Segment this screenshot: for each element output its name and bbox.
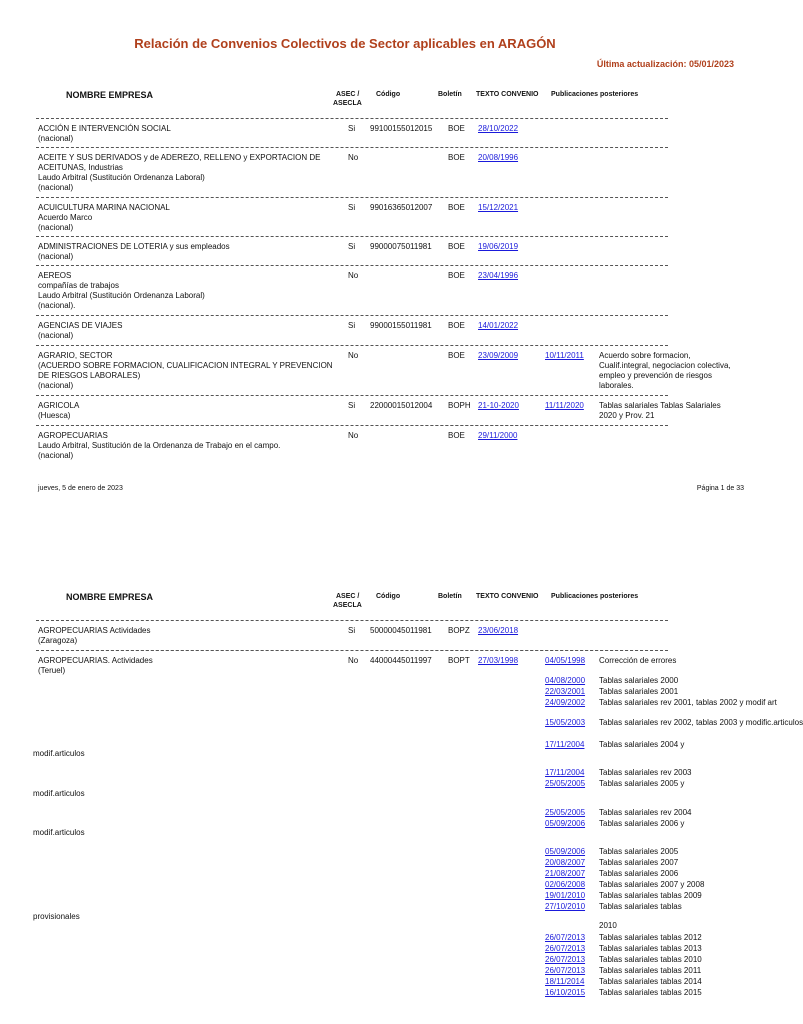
publicacion-desc: Tablas salariales tablas 2012 [599,933,702,942]
empresa-detail: Laudo Arbitral, Sustitución de la Ordenanza de Trabajo en el campo. [38,441,281,450]
publicacion-desc: Tablas salariales 2000 [599,676,679,685]
boletin-value: BOPT [448,656,470,665]
codigo-value: 99000075011981 [370,242,432,251]
publicacion-desc: Tablas salariales 2001 [599,687,679,696]
col-header-codigo: Código [376,91,401,98]
footer-page: Página 1 de 33 [696,485,744,492]
publicacion-link[interactable]: 20/08/2007 [545,858,586,867]
publicacion-link[interactable]: 02/06/2008 [545,880,586,889]
asec-value: No [348,153,359,162]
publicacion-link[interactable]: 25/05/2005 [545,808,586,817]
empresa-detail: (ACUERDO SOBRE FORMACION, CUALIFICACION INTEGRAL Y PREVENCION DE RIESGOS LABORALES) [38,361,333,380]
codigo-value: 99016365012007 [370,203,433,212]
boletin-value: BOE [448,203,465,212]
empresa-title: AGENCIAS DE VIAJES [38,321,123,330]
texto-convenio-link[interactable]: 23/09/2009 [478,351,519,360]
publicacion-link[interactable]: 05/09/2006 [545,819,586,828]
publicacion-link[interactable]: 26/07/2013 [545,944,586,953]
empresa-detail: (nacional) [38,451,74,460]
col-header-boletin: Boletín [438,593,462,600]
asec-value: No [348,271,359,280]
empresa-title: AGRICOLA [38,401,80,410]
publicacion-desc: Tablas salariales tablas 2010 [599,955,702,964]
asec-value: Si [348,203,356,212]
publicacion-link[interactable]: 18/11/2014 [545,977,585,986]
publicacion-desc: Tablas salariales tablas 2011 [599,966,702,975]
empresa-title: ADMINISTRACIONES DE LOTERIA y sus empleados [38,242,230,251]
col-header-texto: TEXTO CONVENIO [476,593,539,600]
wrapped-text-fragment: modif.articulos [33,828,85,837]
texto-convenio-link[interactable]: 19/06/2019 [478,242,519,251]
empresa-name [38,431,343,461]
empresa-name [38,271,343,311]
codigo-value: 22000015012004 [370,401,433,410]
row-separator [36,147,668,148]
publicacion-link[interactable]: 04/08/2000 [545,676,586,685]
publicacion-link[interactable]: 15/05/2003 [545,718,586,727]
empresa-detail: (nacional) [38,381,74,390]
asec-value: Si [348,124,356,133]
empresa-detail: (nacional) [38,252,74,261]
empresa-name [38,242,343,262]
row-separator [36,315,668,316]
col-header-asecla: ASECLA [333,602,362,609]
publicacion-link[interactable]: 21/08/2007 [545,869,586,878]
boletin-value: BOPZ [448,626,470,635]
codigo-value: 44000445011997 [370,656,432,665]
col-header-asecla: ASECLA [333,100,362,107]
empresa-name [38,626,343,646]
publicacion-link[interactable]: 26/07/2013 [545,966,586,975]
publicacion-desc: Tablas salariales rev 2003 [599,768,692,777]
empresa-title: ACEITE Y SUS DERIVADOS y de ADEREZO, RELLENO y EXPORTACION DE ACEITUNAS, Industrias [38,153,321,172]
publicacion-desc: Tablas salariales tablas 2014 [599,977,702,986]
col-header-asec: ASEC / [336,593,360,600]
empresa-detail: compañías de trabajos [38,281,119,290]
publicacion-link[interactable]: 27/10/2010 [545,902,586,911]
empresa-title: AEREOS [38,271,72,280]
wrapped-text-fragment: modif.articulos [33,749,85,758]
col-header-codigo: Código [376,593,401,600]
asec-value: No [348,351,359,360]
boletin-value: BOE [448,271,465,280]
publicacion-link[interactable]: 24/09/2002 [545,698,586,707]
empresa-title: AGROPECUARIAS [38,431,108,440]
texto-convenio-link[interactable]: 28/10/2022 [478,124,519,133]
publicacion-desc: Tablas salariales 2005 y [599,779,685,788]
publicacion-desc: Corrección de errores [599,656,677,665]
wrapped-text-fragment: provisionales [33,912,80,921]
codigo-value: 99000155011981 [370,321,432,330]
document-title: Relación de Convenios Colectivos de Sector aplicables en ARAGÓN [134,36,556,51]
empresa-detail: (Huesca) [38,411,71,420]
empresa-title: ACUICULTURA MARINA NACIONAL [38,203,170,212]
texto-convenio-link[interactable]: 15/12/2021 [478,203,519,212]
publicacion-desc: Tablas salariales tablas 2009 [599,891,702,900]
empresa-name [38,656,343,676]
row-separator [36,620,668,621]
texto-convenio-link[interactable]: 23/06/2018 [478,626,519,635]
boletin-value: BOE [448,124,465,133]
col-header-nombre: NOMBRE EMPRESA [66,90,154,100]
empresa-detail: (nacional) [38,331,74,340]
empresa-detail: Laudo Arbitral (Sustitución Ordenanza Laboral) [38,291,205,300]
publicacion-desc: Tablas salariales 2006 y [599,819,685,828]
publicacion-link[interactable]: 17/11/2004 [545,768,585,777]
asec-value: Si [348,321,356,330]
empresa-name [38,203,343,233]
texto-convenio-link[interactable]: 29/11/2000 [478,431,518,440]
empresa-name [38,321,343,341]
row-separator [36,118,668,119]
empresa-detail: Laudo Arbitral (Sustitución Ordenanza Laboral) [38,173,205,182]
col-header-boletin: Boletín [438,91,462,98]
empresa-detail: (nacional) [38,134,74,143]
col-header-publicaciones: Publicaciones posteriores [551,593,639,600]
publicacion-desc: Tablas salariales rev 2004 [599,808,692,817]
asec-value: Si [348,401,356,410]
asec-value: No [348,656,359,665]
boletin-value: BOE [448,321,465,330]
publicacion-link[interactable]: 25/05/2005 [545,779,586,788]
publicacion-link[interactable]: 04/05/1998 [545,656,586,665]
empresa-title: AGRARIO, SECTOR [38,351,113,360]
publicacion-desc: Tablas salariales 2006 [599,869,679,878]
publicacion-desc: Tablas salariales 2004 y [599,740,685,749]
empresa-name [38,124,343,144]
empresa-detail: (nacional) [38,223,74,232]
publicacion-link[interactable]: 16/10/2015 [545,988,586,997]
row-separator [36,425,668,426]
footer-date: jueves, 5 de enero de 2023 [38,485,123,492]
publicacion-link[interactable]: 26/07/2013 [545,933,586,942]
publicacion-link[interactable]: 19/01/2010 [545,891,586,900]
row-separator [36,650,668,651]
empresa-detail: Acuerdo Marco [38,213,93,222]
boletin-value: BOE [448,242,465,251]
empresa-detail: (Zaragoza) [38,636,78,645]
publicacion-desc: Acuerdo sobre formacion, Cualif.integral, negociacion colectiva, empleo y prevención de riesgos laborales. [599,351,731,390]
publicacion-desc: Tablas salariales tablas 2015 [599,988,702,997]
asec-value: Si [348,626,356,635]
publicacion-link[interactable]: 22/03/2001 [545,687,586,696]
empresa-name [38,401,343,421]
publicacion-desc: 2010 [599,921,617,930]
asec-value: Si [348,242,356,251]
asec-value: No [348,431,359,440]
texto-convenio-link[interactable]: 20/08/1996 [478,153,519,162]
publicacion-desc: Tablas salariales rev 2001, tablas 2002 y modif art [599,698,777,707]
empresa-detail: (nacional) [38,183,74,192]
row-separator [36,265,668,266]
col-header-asec: ASEC / [336,91,360,98]
texto-convenio-link[interactable]: 21-10-2020 [478,401,519,410]
empresa-detail: (Teruel) [38,666,66,675]
publicacion-link[interactable]: 26/07/2013 [545,955,586,964]
col-header-texto: TEXTO CONVENIO [476,91,539,98]
empresa-name [38,351,343,391]
publicacion-desc: Tablas salariales tablas [599,902,682,911]
publicacion-link[interactable]: 11/11/2020 [545,401,584,410]
texto-convenio-link[interactable]: 27/03/1998 [478,656,519,665]
last-updated: Última actualización: 05/01/2023 [596,59,734,69]
codigo-value: 99100155012015 [370,124,433,133]
empresa-title: ACCIÓN E INTERVENCIÓN SOCIAL [38,124,171,133]
texto-convenio-link[interactable]: 14/01/2022 [478,321,519,330]
empresa-title: AGROPECUARIAS. Actividades [38,656,153,665]
row-separator [36,236,668,237]
boletin-value: BOE [448,351,465,360]
col-header-publicaciones: Publicaciones posteriores [551,91,639,98]
row-separator [36,197,668,198]
publicacion-link[interactable]: 10/11/2011 [545,351,584,360]
empresa-title: AGROPECUARIAS Actividades [38,626,151,635]
row-separator [36,395,668,396]
texto-convenio-link[interactable]: 23/04/1996 [478,271,519,280]
empresa-detail: (nacional). [38,301,76,310]
publicacion-link[interactable]: 05/09/2006 [545,847,586,856]
publicacion-desc: Tablas salariales rev 2002, tablas 2003 y modific.articulos [599,718,803,727]
publicacion-desc: Tablas salariales tablas 2013 [599,944,702,953]
wrapped-text-fragment: modif.articulos [33,789,85,798]
publicacion-desc: Tablas salariales Tablas Salariales 2020 y Prov. 21 [599,401,721,420]
publicacion-link[interactable]: 17/11/2004 [545,740,585,749]
publicacion-desc: Tablas salariales 2007 y 2008 [599,880,705,889]
publicacion-desc: Tablas salariales 2005 [599,847,679,856]
boletin-value: BOE [448,153,465,162]
col-header-nombre: NOMBRE EMPRESA [66,592,154,602]
row-separator [36,345,668,346]
publicacion-desc: Tablas salariales 2007 [599,858,679,867]
empresa-name [38,153,343,193]
codigo-value: 50000045011981 [370,626,432,635]
boletin-value: BOE [448,431,465,440]
boletin-value: BOPH [448,401,471,410]
